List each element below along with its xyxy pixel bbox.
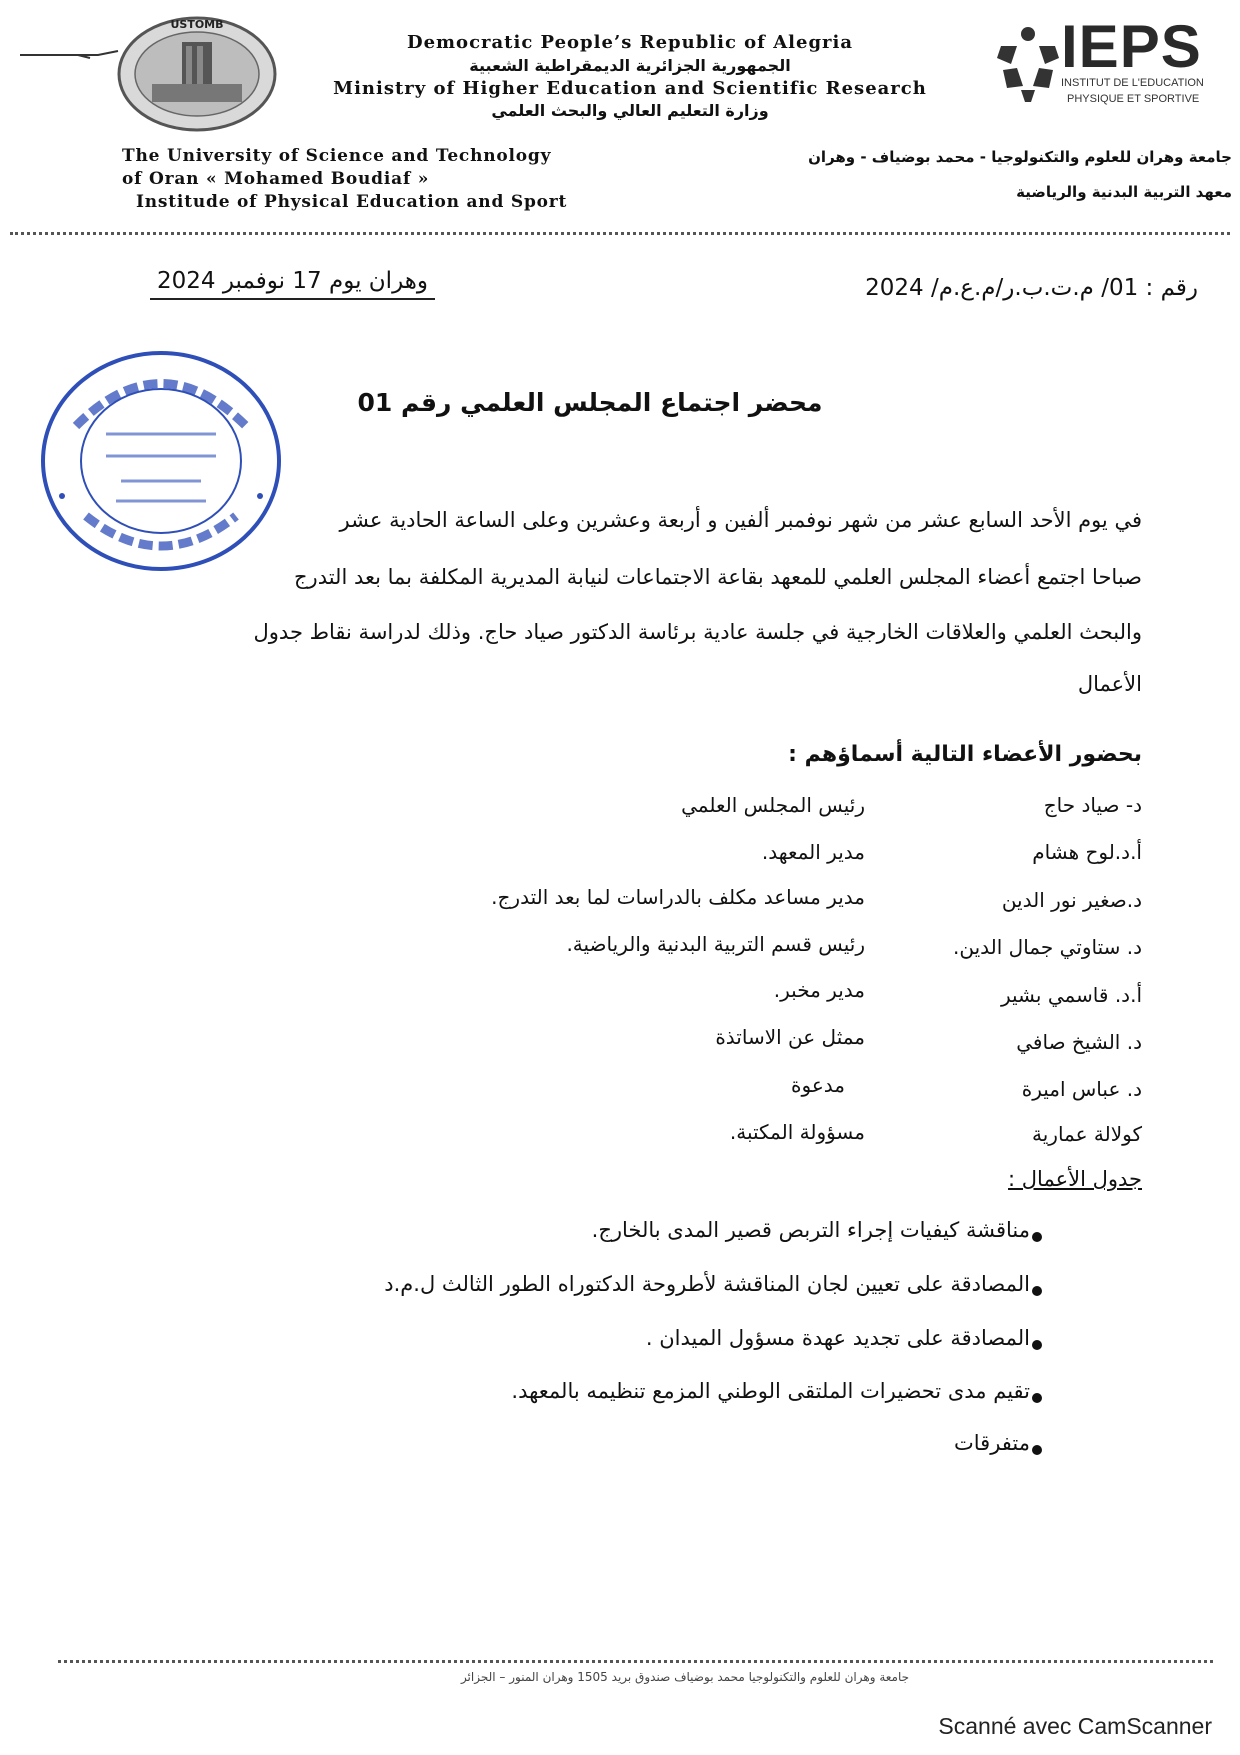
agenda-item: متفرقات [953, 1431, 1030, 1455]
document-date: وهران يوم 17 نوفمبر 2024 [156, 268, 428, 294]
member-name: د. عباس اميرة [1021, 1077, 1142, 1101]
member-role: مدير المعهد. [761, 840, 865, 864]
paragraph-line: صباحا اجتمع أعضاء المجلس العلمي للمعهد بقاعة الاجتماعات لنيابة المديرية المكلفة بما بعد التدرج [294, 565, 1142, 589]
paragraph-line: والبحث العلمي والعلاقات الخارجية في جلسة عادية برئاسة الدكتور صياد حاج. وذلك لدراسة نقاط جدول [253, 620, 1142, 644]
members-intro: بحضور الأعضاء التالية أسماؤهم : [788, 742, 1142, 767]
paragraph-line: الأعمال [1077, 672, 1142, 696]
document-title: محضر اجتماع المجلس العلمي رقم 01 [357, 388, 823, 417]
member-name: أ.د.لوح هشام [1032, 840, 1142, 864]
bullet-icon [1032, 1340, 1042, 1350]
member-role: مدير مخبر. [773, 978, 865, 1002]
bullet-icon [1032, 1232, 1042, 1242]
bullet-icon [1032, 1286, 1042, 1296]
header-country-en: Democratic People’s Republic of Alegria [406, 32, 854, 53]
bullet-icon [1032, 1393, 1042, 1403]
member-role: رئيس قسم التربية البدنية والرياضية. [566, 932, 865, 956]
agenda-item: تقيم مدى تحضيرات الملتقى الوطني المزمع تنظيمه بالمعهد. [511, 1379, 1030, 1403]
member-role: مدير مساعد مكلف بالدراسات لما بعد التدرج. [491, 885, 865, 909]
member-name: أ.د. قاسمي بشير [1000, 983, 1142, 1007]
agenda-title: جدول الأعمال : [1008, 1167, 1142, 1191]
reference-number: رقم : 01/ م.ت.ب.ر/م.ع.م/ 2024 [865, 275, 1198, 301]
member-name: د.صغير نور الدين [1001, 888, 1142, 912]
official-stamp-icon [36, 346, 286, 576]
ieps-emblem-icon [993, 24, 1063, 104]
member-name: د. ستاوتي جمال الدين. [953, 935, 1142, 959]
agenda-item: المصادقة على تجديد عهدة مسؤول الميدان . [645, 1326, 1030, 1350]
camscanner-watermark: Scanné avec CamScanner [938, 1713, 1212, 1739]
header-divider [10, 232, 1230, 235]
univ-name-ar-1: جامعة وهران للعلوم والتكنولوجيا - محمد بوضياف - وهران [808, 148, 1232, 166]
logo-right-sub-1: INSTITUT DE L'EDUCATION [1061, 77, 1204, 89]
member-role: رئيس المجلس العلمي [681, 793, 865, 817]
paragraph-line: في يوم الأحد السابع عشر من شهر نوفمبر ألفين و أربعة وعشرين وعلى الساعة الحادية عشر [339, 508, 1142, 532]
member-role: ممثل عن الاساتذة [715, 1025, 865, 1049]
university-seal-logo [112, 14, 282, 134]
header-ministry-ar: وزارة التعليم العالي والبحث العلمي [491, 101, 769, 120]
logo-right-title: IEPS [1061, 13, 1202, 80]
bullet-icon [1032, 1445, 1042, 1455]
member-role: مسؤولة المكتبة. [729, 1120, 865, 1144]
header-ministry-en: Ministry of Higher Education and Scientific Research [333, 78, 927, 99]
member-name: كولالة عمارية [1032, 1122, 1142, 1146]
member-name: د- صياد حاج [1043, 793, 1142, 817]
date-underline [150, 268, 435, 300]
univ-name-en-1: The University of Science and Technology [122, 146, 552, 166]
header-country-ar: الجمهورية الجزائرية الديمقراطية الشعبية [469, 56, 791, 75]
univ-name-en-3: Institude of Physical Education and Sport [136, 192, 568, 212]
member-name: د. الشيخ صافي [1016, 1030, 1142, 1054]
footer-divider [58, 1660, 1213, 1663]
logo-right-sub-2: PHYSIQUE ET SPORTIVE [1067, 93, 1200, 105]
agenda-item: مناقشة كيفيات إجراء التربص قصير المدى بالخارج. [591, 1218, 1030, 1242]
footer-address: جامعة وهران للعلوم والتكنولوجيا محمد بوضياف صندوق بريد 1505 وهران المنور – الجزائر [460, 1670, 910, 1684]
univ-name-ar-2: معهد التربية البدنية والرياضية [1016, 183, 1232, 201]
member-role: مدعوة [791, 1073, 845, 1097]
pen-mark-icon [18, 48, 123, 62]
agenda-item: المصادقة على تعيين لجان المناقشة لأطروحة الدكتوراه الطور الثالث ل.م.د [384, 1272, 1030, 1296]
ieps-logo [993, 13, 1213, 113]
univ-name-en-2: of Oran « Mohamed Boudiaf » [122, 169, 430, 189]
logo-left-label: USTOMB [170, 18, 224, 31]
